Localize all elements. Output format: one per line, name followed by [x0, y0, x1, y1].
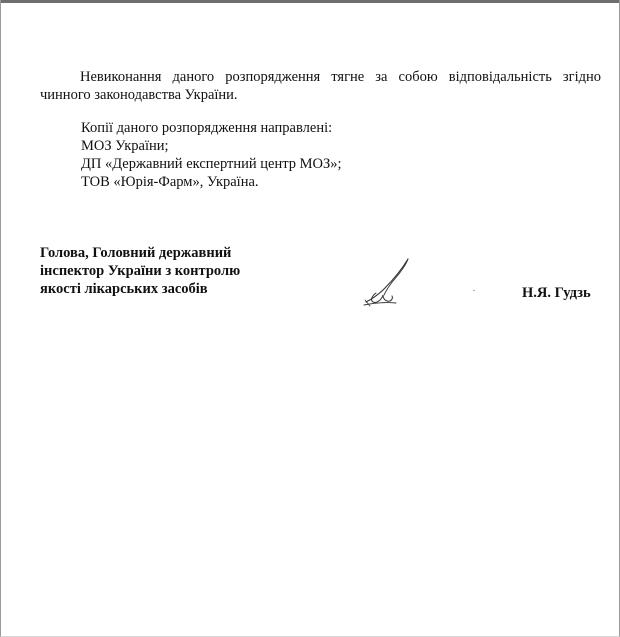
responsibility-paragraph — [40, 68, 601, 104]
signatory-title-line: Голова, Головний державний — [40, 245, 232, 261]
signatory-title-line: інспектор України з контролю — [40, 263, 241, 279]
page-top-edge — [1, 0, 620, 3]
paragraph-line-1: Невиконання даного розпорядження тягне за собою відповідальність згідно — [80, 69, 601, 85]
copies-recipient: ДП «Державний експертний центр МОЗ»; — [81, 156, 342, 172]
scan-speck — [473, 290, 475, 291]
copies-list — [81, 119, 541, 191]
paragraph-line-2: чинного законодавства України. — [40, 87, 238, 103]
copies-recipient: ТОВ «Юрія-Фарм», Україна. — [81, 174, 259, 190]
copies-recipient: МОЗ України; — [81, 138, 169, 154]
signatory-title — [40, 244, 240, 298]
copies-heading: Копії даного розпорядження направлені: — [81, 120, 333, 136]
signer-name: Н.Я. Гудзь — [522, 285, 591, 301]
handwritten-signature-icon — [356, 255, 421, 310]
signatory-title-line: якості лікарських засобів — [40, 281, 208, 297]
